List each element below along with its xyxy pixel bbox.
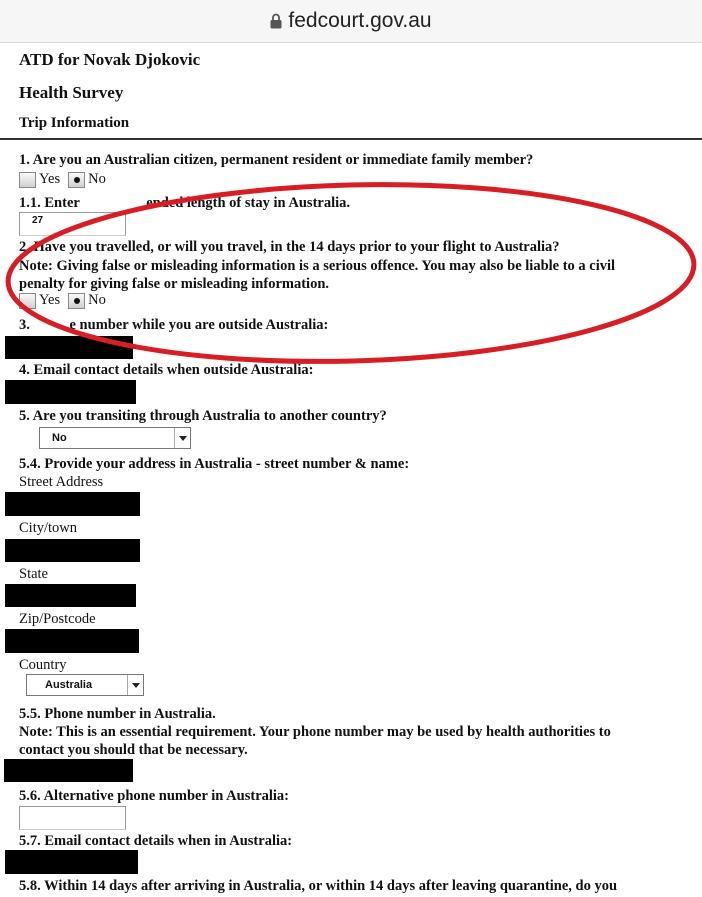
- redacted-phone-australia: [4, 759, 133, 782]
- question-3-end: e number while you are outside Australia:: [69, 317, 329, 333]
- transiting-select-value: No: [52, 432, 67, 444]
- question-2-options: [19, 292, 114, 309]
- question-5-6: 5.6. Alternative phone number in Australia:: [19, 788, 290, 804]
- q2-yes-label: Yes: [39, 292, 61, 308]
- length-of-stay-value: 27: [32, 215, 44, 226]
- url-text: fedcourt.gov.au: [288, 9, 432, 32]
- chevron-down-icon: [127, 675, 143, 695]
- question-5: 5. Are you transiting through Australia to another country?: [19, 408, 387, 424]
- redacted-state: [5, 584, 136, 607]
- question-1: 1. Are you an Australian citizen, permanent resident or immediate family member?: [19, 152, 534, 168]
- street-address-label: Street Address: [19, 474, 104, 490]
- q2-no-label: No: [88, 292, 106, 308]
- question-1-1-end: ended length of stay in Australia.: [146, 195, 351, 211]
- question-3-start: 3.: [19, 317, 34, 333]
- section-heading: Trip Information: [19, 115, 130, 131]
- q1-no-label: No: [88, 171, 106, 187]
- alt-phone-input[interactable]: [19, 806, 126, 830]
- redacted-phone-outside: [5, 336, 133, 359]
- redacted-zip: [5, 629, 139, 653]
- form-title: ATD for Novak Djokovic: [19, 50, 201, 69]
- country-label: Country: [19, 657, 67, 673]
- section-divider: [0, 138, 702, 140]
- form-subtitle: Health Survey: [19, 83, 124, 102]
- redacted-email-outside: [5, 380, 136, 404]
- state-label: State: [19, 566, 48, 582]
- country-select-value: Australia: [45, 679, 93, 691]
- question-2-note-line-1: Note: Giving false or misleading information is a serious offence. You may also be liable to a civil: [19, 258, 616, 274]
- q1-yes-label: Yes: [39, 171, 61, 187]
- question-5-8: 5.8. Within 14 days after arriving in Australia, or within 14 days after leaving quarantine, do you: [19, 878, 618, 894]
- city-label: City/town: [19, 520, 78, 536]
- redacted-email-australia: [5, 850, 138, 874]
- question-1-1-start: 1.1. Enter: [19, 195, 84, 211]
- q1-yes-radio[interactable]: [19, 172, 36, 188]
- q1-no-radio[interactable]: [68, 172, 85, 188]
- question-1-1: [19, 195, 350, 212]
- zip-label: Zip/Postcode: [19, 611, 96, 627]
- question-5-5-note-line-2: contact you should that be necessary.: [19, 742, 248, 758]
- redacted-street-address: [5, 492, 140, 516]
- q2-yes-radio[interactable]: [19, 293, 36, 309]
- question-4: 4. Email contact details when outside Australia:: [19, 362, 314, 378]
- redacted-city: [5, 539, 140, 562]
- question-2-note-line-2: penalty for giving false or misleading information.: [19, 276, 330, 292]
- question-5-5-note-line-1: Note: This is an essential requirement. Your phone number may be used by health authorities to: [19, 724, 611, 740]
- q2-no-radio[interactable]: [68, 293, 85, 309]
- question-5-5: 5.5. Phone number in Australia.: [19, 706, 216, 722]
- question-3: [19, 317, 328, 334]
- browser-url-bar[interactable]: [0, 0, 702, 43]
- transiting-select[interactable]: [39, 427, 191, 449]
- question-1-options: [19, 171, 114, 188]
- question-5-7: 5.7. Email contact details when in Australia:: [19, 833, 293, 849]
- question-5-4: 5.4. Provide your address in Australia - street number & name:: [19, 456, 410, 472]
- question-2: 2. Have you travelled, or will you travel, in the 14 days prior to your flight to Australia?: [19, 239, 560, 255]
- chevron-down-icon: [174, 428, 190, 448]
- lock-icon: [270, 13, 282, 29]
- country-select[interactable]: [26, 674, 144, 696]
- length-of-stay-input[interactable]: [19, 212, 126, 236]
